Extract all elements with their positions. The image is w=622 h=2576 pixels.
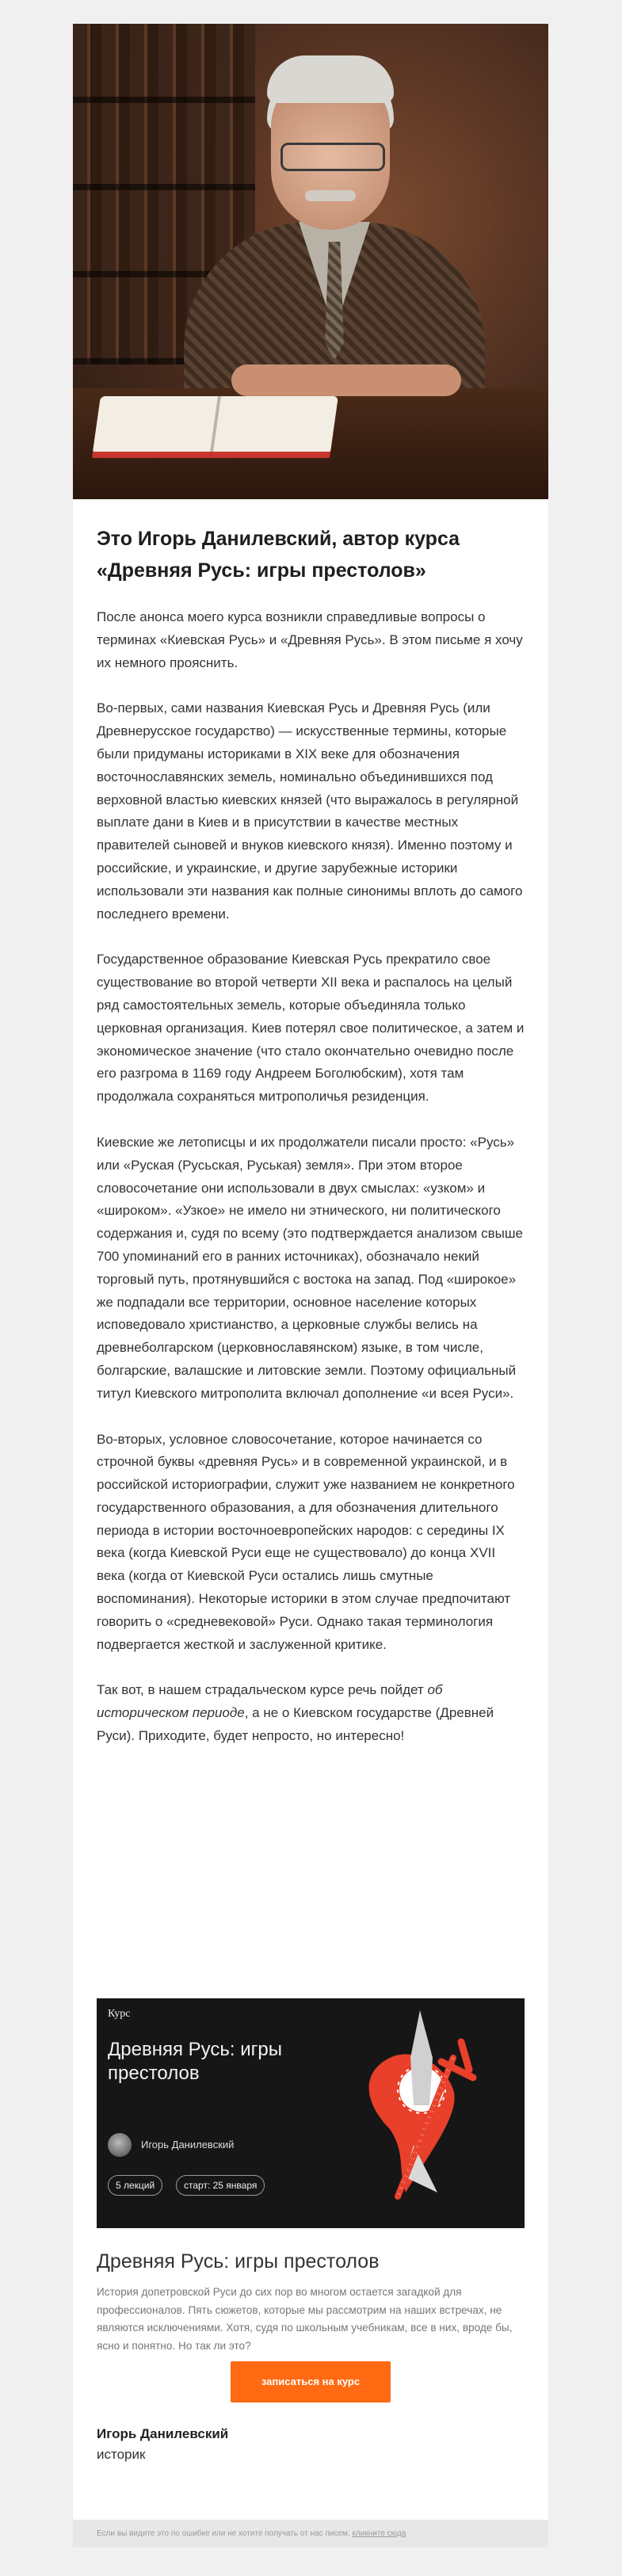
paragraph: Во-первых, сами названия Киевская Русь и Древняя Русь (или Древнерусское государство) — искусственные термины, которые были придуманы историками в XIX веке для обозначения восточнославянских земель, номинально объединившихся под верховной властью киевских князей (что выражалось в регулярной выплате дани в Киев и в присутствии в качестве местных правителей сыновей и внуков киевского князя). Именно поэтому и российские, и украинские, и другие зарубежные историки использовали эти названия как полные синонимы вплоть до самого последнего времени. [97, 700, 523, 922]
open-book-image [93, 396, 338, 452]
banner-title: Древняя Русь: игры престолов [108, 2039, 282, 2084]
email-heading: Это Игорь Данилевский, автор курса «Древняя Русь: игры престолов» [97, 528, 460, 582]
paragraph: Киевские же летописцы и их продолжатели писали просто: «Русь» или «Руская (Русьская, Руськая) земля». При этом второе словосочетание они использовали в двух смыслах: «узком» и «широком». «Узкое» не имело ни этнического, ни политического содержания и, судя по всему (это подтверждается анализом свыше 700 упоминаний его в ранних источниках), обозначало некий торговый путь, протянувшийся с востока на запад. Под «широкое» же подпадали все территории, основное население которых исповедовало христианство, а церковные службы велись на древнеболгарском (церковнославянском) языке, в том числе, болгарские, валашские и литовские земли. Поэтому официальный титул Киевского митрополита включал дополнение «и всея Руси». [97, 1134, 523, 1401]
start-date-badge: старт: 25 января [176, 2175, 265, 2196]
course-title: Древняя Русь: игры престолов [97, 2250, 380, 2273]
author-photo [73, 24, 548, 499]
signature-role: историк [97, 2447, 146, 2462]
course-description: История допетровской Руси до сих пор во многом остается загадкой для профессионалов. Пять сюжетов, которые мы рассмотрим на наших встречах, не являются исключениями. Хотя, судя по школьным учебникам, все в них, вроде бы, ясно и понятно. Но так ли это? [97, 2286, 513, 2352]
paragraph: Во-вторых, условное словосочетание, которое начинается со строчной буквы «древняя Русь» и в современной украинской, и в российской историографии, служит уже названием не конкретного государственного образования, а для обозначения длительного периода в истории восточноевропейских народов: с середины IX века (когда Киевской Руси еще не существовало) до конца XVII века (когда от Киевской Руси остались лишь смутные воспоминания). Некоторые историки в этом случае предпочитают говорить о «средневековой» Руси. Однако такая терминология подвергается жесткой и заслуженной критике. [97, 1431, 515, 1652]
paragraph: Государственное образование Киевская Русь прекратило свое существование во второй четверти XII века и распалось на целый ряд самостоятельных земель, которые объединяла только церковная организация. Киев потерял свое политическое, а затем и экономическое значение (что стало окончательно очевидно после его разгрома в 1169 году Андреем Боголюбским), хотя там продолжала сохраняться митрополичья резиденция. [97, 952, 525, 1105]
unsubscribe-footer [73, 2520, 548, 2547]
email-card [73, 24, 548, 2544]
enroll-button[interactable]: записаться на курс [231, 2361, 391, 2402]
banner-author: Игорь Данилевский [141, 2139, 235, 2150]
lectures-badge: 5 лекций [108, 2175, 162, 2196]
sword-shield-emblem [334, 2010, 517, 2216]
author-avatar [108, 2133, 132, 2157]
unsubscribe-link[interactable]: кликните сюда [352, 2529, 406, 2538]
email-body [97, 606, 525, 1771]
kurs-logo: Курс [108, 2008, 131, 2020]
footer-text: Если вы видите это по ошибке или не хотите получать от нас писем, кликните сюда [97, 2529, 406, 2538]
closing-paragraph: Так вот, в нашем страдальческом курсе речь пойдет об историческом периоде, а не о Киевском государстве (Древней Руси). Приходите, будет непросто, но интересно! [97, 1682, 494, 1744]
paragraph: После анонса моего курса возникли справедливые вопросы о терминах «Киевская Русь» и «Древняя Русь». В этом письме я хочу их немного прояснить. [97, 609, 523, 670]
signature-name: Игорь Данилевский [97, 2426, 229, 2441]
course-banner[interactable] [97, 1998, 525, 2228]
